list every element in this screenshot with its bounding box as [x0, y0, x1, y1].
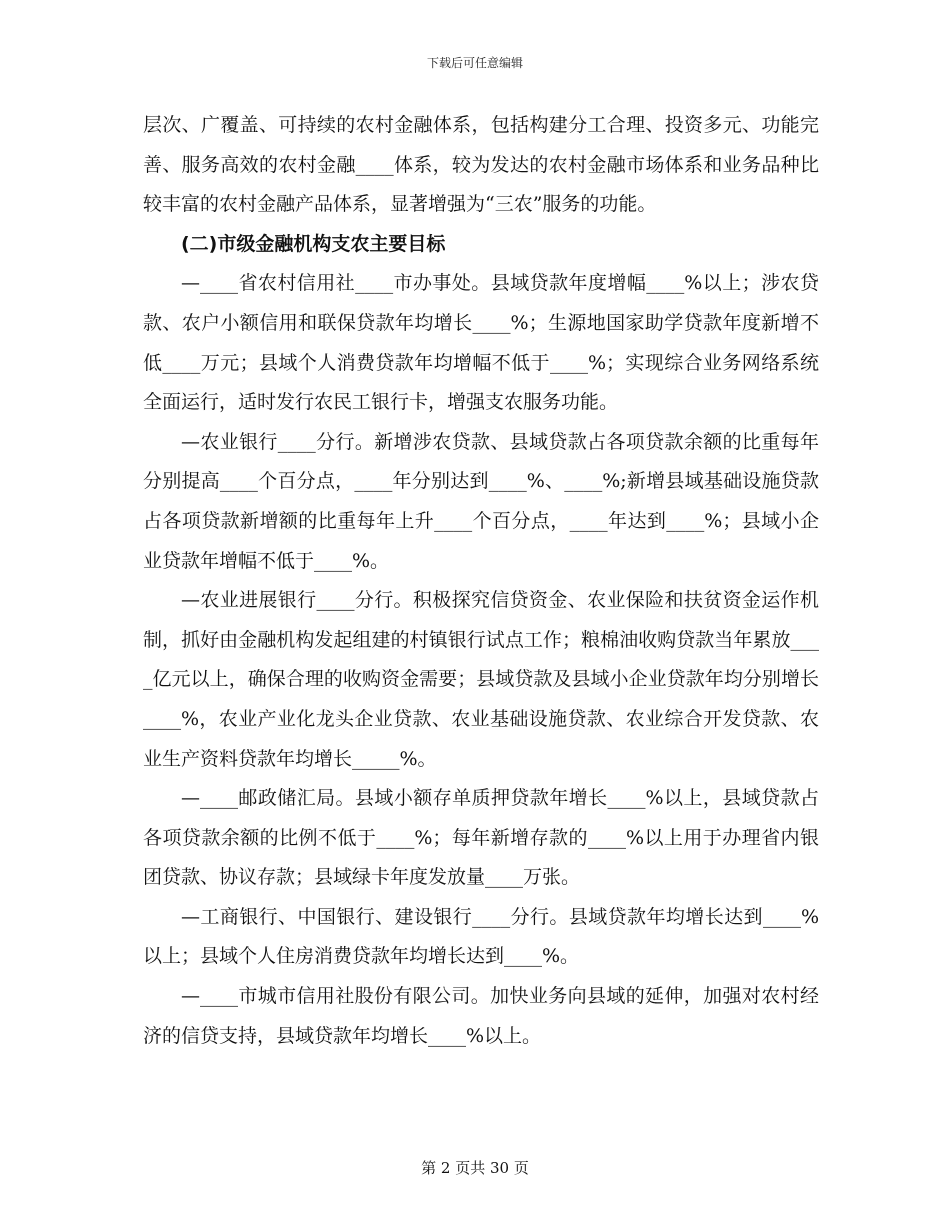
paragraph-postal-savings: —____邮政储汇局。县域小额存单质押贷款年增长____%以上，县域贷款占各项贷款余额的比例不低于____%；每年新增存款的____%以上用于办理省内银团贷款、协议存款；县域绿卡年度发放量____万张。	[143, 787, 819, 889]
paragraph-commercial-banks: —工商银行、中国银行、建设银行____分行。县域贷款年均增长达到____%以上；县域个人住房消费贷款年均增长达到____%。	[143, 905, 819, 968]
paragraph-rural-credit-union: —____省农村信用社____市办事处。县域贷款年度增幅____%以上；涉农贷款、农户小额信用和联保贷款年均增长____%；生源地国家助学贷款年度新增不低____万元；县域个人消费贷款年均增幅不低于____%；实现综合业务网络系统全面运行，适时发行农民工银行卡，增强支农服务功能。	[143, 272, 819, 414]
page-footer: 第 2 页共 30 页	[421, 1159, 529, 1177]
section-heading: (二)市级金融机构支农主要目标	[181, 232, 446, 255]
paragraph-development-bank: —农业进展银行____分行。积极探究信贷资金、农业保险和扶贫资金运作机制，抓好由金融机构发起组建的村镇银行试点工作；粮棉油收购贷款当年累放____亿元以上，确保合理的收购资金需要；县域贷款及县域小企业贷款年均分别增长____%，农业产业化龙头企业贷款、农业基础设施贷款、农业综合开发贷款、农业生产资料贷款年均增长_____%。	[143, 589, 819, 770]
paragraph-continued: 层次、广覆盖、可持续的农村金融体系，包括构建分工合理、投资多元、功能完善、服务高效的农村金融____体系，较为发达的农村金融市场体系和业务品种比较丰富的农村金融产品体系，显著增强为“三农”服务的功能。	[143, 114, 819, 216]
paragraph-city-credit-union: —____市城市信用社股份有限公司。加快业务向县域的延伸，加强对农村经济的信贷支持，县域贷款年均增长____%以上。	[143, 985, 819, 1047]
page-content	[143, 106, 819, 1056]
paragraph-agricultural-bank: —农业银行____分行。新增涉农贷款、县域贷款占各项贷款余额的比重每年分别提高____个百分点，____年分别达到____%、____%;新增县域基础设施贷款占各项贷款新增额的比重每年上升____个百分点，____年达到____%；县域小企业贷款年增幅不低于____%。	[143, 430, 819, 572]
page-header: 下载后可任意编辑	[426, 56, 523, 70]
